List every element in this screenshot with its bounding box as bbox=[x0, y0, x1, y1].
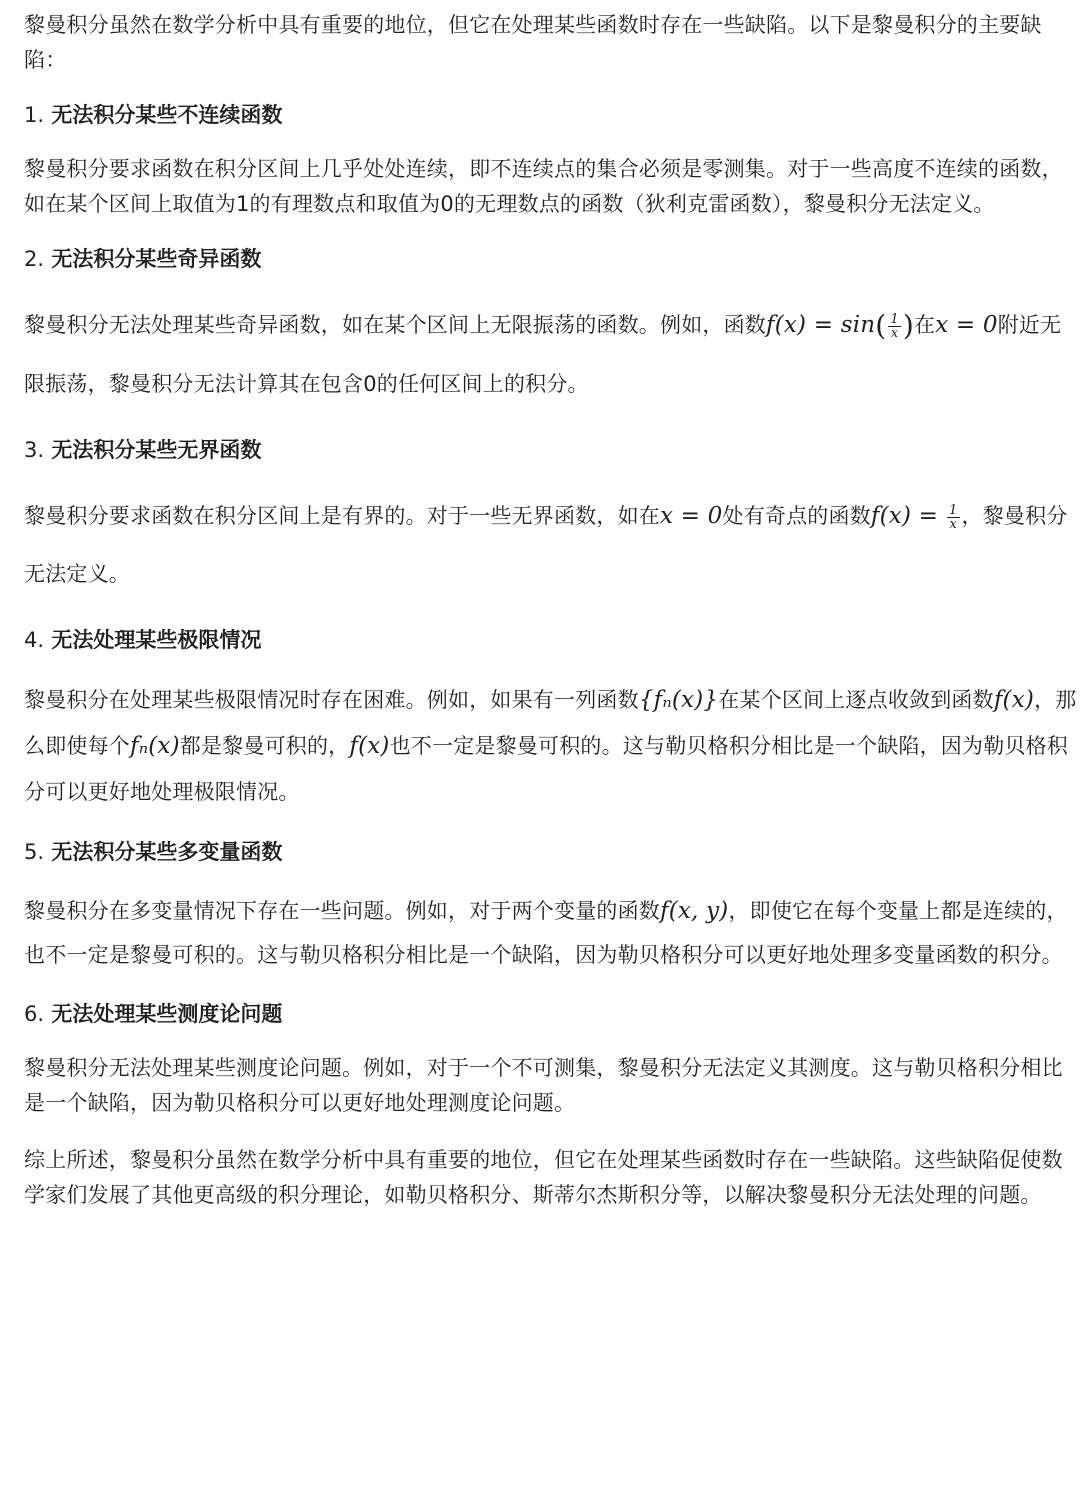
conclusion-paragraph: 综上所述，黎曼积分虽然在数学分析中具有重要的地位，但它在处理某些函数时存在一些缺陷。这些缺陷促使数学家们发展了其他更高级的积分理论，如勒贝格积分、斯蒂尔杰斯积分等，以解决黎曼积分无法处理的问题。 bbox=[24, 1148, 1063, 1207]
section-5-math-fxy: f(x, y) bbox=[660, 898, 729, 924]
left-paren: ( bbox=[875, 309, 887, 342]
right-paren: ) bbox=[902, 309, 915, 342]
section-5-number: 5. bbox=[24, 840, 45, 864]
fraction-1-over-x bbox=[947, 504, 959, 531]
section-6-number: 6. bbox=[24, 1002, 45, 1026]
section-3-math-x0: x = 0 bbox=[660, 503, 723, 529]
section-2-number: 2. bbox=[24, 247, 45, 271]
section-2-text-c: 附近无限振荡，黎曼积分无法计算其在包含0的任何区间上的积分。 bbox=[24, 313, 1062, 396]
section-5-text-a: 黎曼积分在多变量情况下存在一些问题。例如，对于两个变量的函数 bbox=[24, 899, 660, 923]
section-4-math-fx-2: f(x) bbox=[349, 733, 390, 759]
section-4-text-d: 都是黎曼可积的， bbox=[179, 734, 350, 758]
fraction-denominator: x bbox=[890, 325, 899, 341]
section-3-text-a: 黎曼积分要求函数在积分区间上是有界的。对于一些无界函数，如在 bbox=[24, 504, 660, 528]
section-5-body bbox=[24, 889, 1079, 977]
fraction-numerator: 1 bbox=[949, 502, 958, 518]
section-3-heading bbox=[24, 435, 1079, 465]
section-2-text-a: 黎曼积分无法处理某些奇异函数，如在某个区间上无限振荡的函数。例如，函数 bbox=[24, 313, 766, 337]
section-4-number: 4. bbox=[24, 628, 45, 652]
section-2-text-b: 在 bbox=[914, 313, 936, 337]
section-5-title: 无法积分某些多变量函数 bbox=[51, 840, 283, 864]
section-4-text-e: 也不一定是黎曼可积的。这与勒贝格积分相比是一个缺陷，因为勒贝格积分可以更好地处理极限情况。 bbox=[24, 734, 1069, 804]
section-6-heading bbox=[24, 999, 1079, 1029]
section-4-text-c: ，那么即使每个 bbox=[24, 688, 1077, 758]
intro-paragraph: 黎曼积分虽然在数学分析中具有重要的地位，但它在处理某些函数时存在一些缺陷。以下是黎曼积分的主要缺陷： bbox=[24, 13, 1042, 72]
section-1-body: 黎曼积分要求函数在积分区间上几乎处处连续，即不连续点的集合必须是零测集。对于一些高度不连续的函数，如在某个区间上取值为1的有理数点和取值为0的无理数点的函数（狄利克雷函数），黎曼积分无法定义。 bbox=[24, 157, 1063, 216]
section-4-math-seq: {fₙ(x)} bbox=[638, 687, 719, 713]
section-4-text-b: 在某个区间上逐点收敛到函数 bbox=[718, 688, 994, 712]
section-1-number: 1. bbox=[24, 103, 45, 127]
section-5-text-b: ，即使它在每个变量上都是连续的，也不一定是黎曼可积的。这与勒贝格积分相比是一个缺陷，因为勒贝格积分可以更好地处理多变量函数的积分。 bbox=[24, 899, 1068, 967]
section-3-number: 3. bbox=[24, 438, 45, 462]
section-4-text-a: 黎曼积分在处理某些极限情况时存在困难。例如，如果有一列函数 bbox=[24, 688, 639, 712]
fraction-denominator: x bbox=[949, 516, 958, 532]
section-3-title: 无法积分某些无界函数 bbox=[51, 438, 262, 462]
section-3-text-b: 处有奇点的函数 bbox=[722, 504, 871, 528]
section-3-body bbox=[24, 487, 1079, 603]
section-4-math-fx: f(x) bbox=[993, 687, 1035, 713]
section-4-body bbox=[24, 677, 1079, 815]
section-6-title: 无法处理某些测度论问题 bbox=[51, 1002, 283, 1026]
section-5-heading bbox=[24, 837, 1079, 867]
section-2-heading bbox=[24, 244, 1079, 274]
section-3-text-c: ，黎曼积分无法定义。 bbox=[24, 504, 1068, 586]
section-2-math-sin: f(x) = sin bbox=[766, 312, 876, 338]
section-6-body: 黎曼积分无法处理某些测度论问题。例如，对于一个不可测集，黎曼积分无法定义其测度。这与勒贝格积分相比是一个缺陷，因为勒贝格积分可以更好地处理测度论问题。 bbox=[24, 1056, 1063, 1115]
section-4-heading bbox=[24, 625, 1079, 655]
section-2-math-x0: x = 0 bbox=[935, 312, 998, 338]
fraction-1-over-x bbox=[888, 313, 900, 340]
section-2-body bbox=[24, 296, 1079, 413]
section-2-title: 无法积分某些奇异函数 bbox=[51, 247, 262, 271]
section-3-math-fx: f(x) = bbox=[870, 503, 939, 529]
section-1-title: 无法积分某些不连续函数 bbox=[51, 103, 283, 127]
section-1-heading bbox=[24, 100, 1079, 130]
section-4-title: 无法处理某些极限情况 bbox=[51, 628, 262, 652]
fraction-numerator: 1 bbox=[890, 311, 899, 327]
section-4-math-fnx: fₙ(x) bbox=[130, 733, 180, 759]
